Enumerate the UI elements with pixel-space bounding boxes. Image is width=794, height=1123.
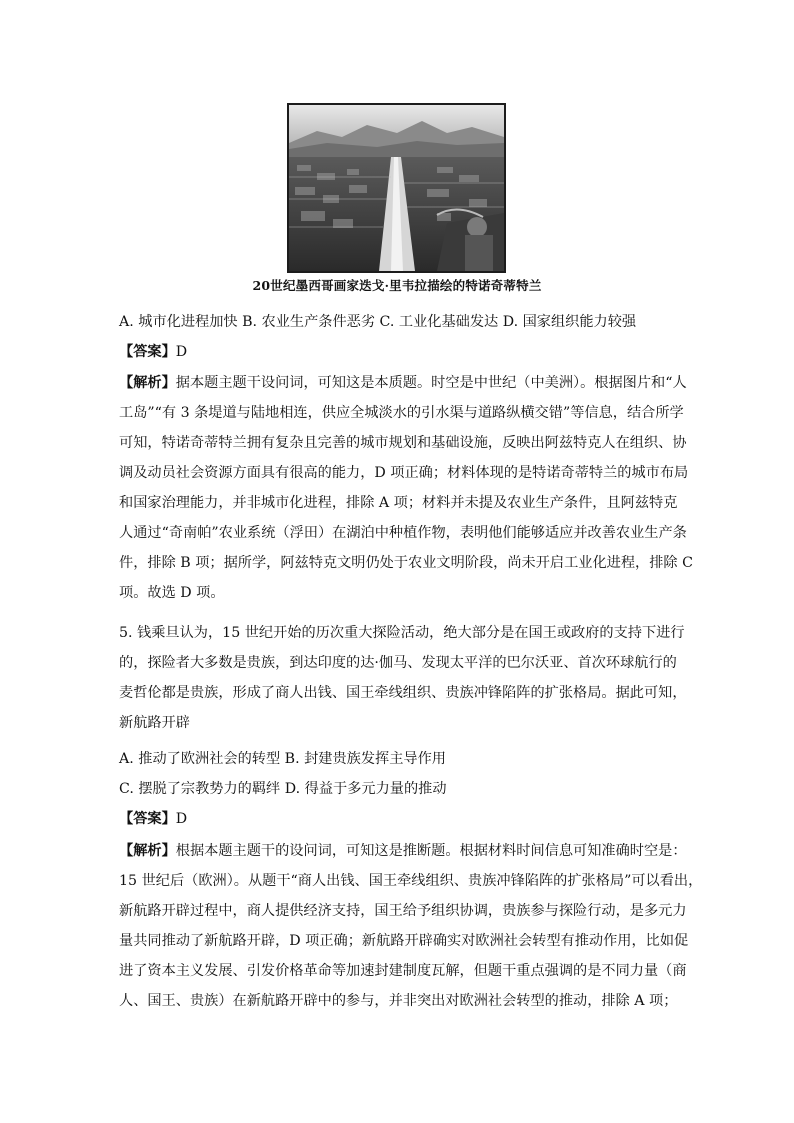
q5-analysis-line-5: 进了资本主义发展、引发价格革命等加速封建制度瓦解，但题干重点强调的是不同力量（商 [119, 963, 687, 979]
q4-answer [119, 343, 187, 361]
painting-illustration [287, 103, 506, 273]
q5-analysis-line-4: 量共同推动了新航路开辟，D 项正确；新航路开辟确实对欧洲社会转型有推动作用，比如促 [119, 933, 689, 949]
q4-analysis-line-7: 件，排除 B 项；据所学，阿兹特克文明仍处于农业文明阶段，尚未开启工业化进程，排除 C [119, 555, 693, 571]
q5-analysis-label: 【解析】 [119, 843, 176, 859]
q4-analysis-line-2: 工岛”“有 3 条堤道与陆地相连，供应全城淡水的引水渠与道路纵横交错”等信息，结合所学 [119, 405, 684, 421]
q4-analysis-line-5: 和国家治理能力，并非城市化进程，排除 A 项；材料并未提及农业生产条件，且阿兹特克 [119, 495, 678, 511]
q5-analysis-line-2: 15 世纪后（欧洲）。从题干“商人出钱、国王牵线组织、贵族冲锋陷阵的扩张格局”可以看出， [119, 873, 703, 889]
q4-analysis-line-6: 人通过“奇南帕”农业系统（浮田）在湖泊中种植作物，表明他们能够适应并改善农业生产条 [119, 525, 687, 541]
q4-answer-value: D [175, 344, 188, 360]
tenochtitlan-painting-image [287, 103, 506, 273]
q4-analysis-line-8: 项。故选 D 项。 [119, 585, 225, 601]
q5-stem-line-3: 麦哲伦都是贵族，形成了商人出钱、国王牵线组织、贵族冲锋陷阵的扩张格局。据此可知， [119, 685, 687, 701]
q5-answer-value: D [175, 811, 188, 827]
q5-analysis-line-1 [119, 842, 687, 860]
q5-analysis-line-3: 新航路开辟过程中，商人提供经济支持，国王给予组织协调，贵族参与探险行动，是多元力 [119, 903, 687, 919]
q4-answer-label: 【答案】 [119, 344, 176, 360]
q4-analysis-line-1 [119, 374, 687, 392]
q5-answer-label: 【答案】 [119, 811, 176, 827]
q5-options-line-1: A. 推动了欧洲社会的转型 B. 封建贵族发挥主导作用 [119, 751, 446, 767]
q4-options: A. 城市化进程加快 B. 农业生产条件恶劣 C. 工业化基础发达 D. 国家组织能力较强 [119, 314, 637, 330]
q4-analysis-line-3: 可知，特诺奇蒂特兰拥有复杂且完善的城市规划和基础设施，反映出阿兹特克人在组织、协 [119, 435, 687, 451]
q5-analysis-line-6: 人、国王、贵族）在新航路开辟中的参与，并非突出对欧洲社会转型的推动，排除 A 项； [119, 993, 678, 1009]
q4-analysis-text: 据本题主题干设问词，可知这是本质题。时空是中世纪（中美洲）。根据图片和“人 [175, 375, 687, 391]
q5-stem-line-4: 新航路开辟 [119, 715, 190, 731]
q4-analysis-line-4: 调及动员社会资源方面具有很高的能力，D 项正确；材料体现的是特诺奇蒂特兰的城市布局 [119, 465, 689, 481]
q5-stem-line-1: 5. 钱乘旦认为，15 世纪开始的历次重大探险活动，绝大部分是在国王或政府的支持下进行 [119, 625, 685, 641]
q5-options-line-2: C. 摆脱了宗教势力的羁绊 D. 得益于多元力量的推动 [119, 781, 447, 797]
figure-caption: 20世纪墨西哥画家迭戈·里韦拉描绘的特诺奇蒂特兰 [252, 278, 542, 293]
q5-answer [119, 810, 187, 828]
q4-analysis-label: 【解析】 [119, 375, 176, 391]
q5-stem-line-2: 的，探险者大多数是贵族，到达印度的达·伽马、发现太平洋的巴尔沃亚、首次环球航行的 [119, 655, 677, 671]
q5-analysis-text: 根据本题主题干的设问词，可知这是推断题。根据材料时间信息可知准确时空是： [175, 843, 687, 859]
